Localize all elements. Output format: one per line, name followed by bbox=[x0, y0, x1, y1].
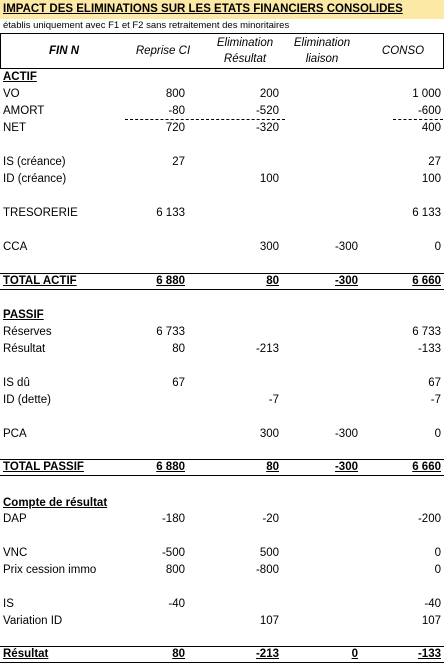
header-elim-liaison-1: Elimination bbox=[293, 36, 351, 49]
row-label: TRESORERIE bbox=[3, 207, 78, 219]
row-label: IS dû bbox=[3, 377, 30, 389]
row-label: Prix cession immo bbox=[3, 564, 97, 576]
cell-reprise-ci: 720 bbox=[165, 122, 185, 134]
cell-conso: 400 bbox=[421, 122, 441, 134]
cell-reprise-ci: 6 733 bbox=[156, 326, 185, 338]
table-row bbox=[0, 392, 444, 409]
row-label: NET bbox=[3, 122, 26, 134]
table-row bbox=[0, 205, 444, 222]
cell-elim-liaison: -300 bbox=[334, 461, 358, 473]
cell-conso: 6 660 bbox=[412, 275, 441, 287]
cell-conso: 0 bbox=[434, 428, 441, 440]
cell-reprise-ci: 800 bbox=[165, 564, 185, 576]
cell-elim-resultat: 80 bbox=[266, 461, 279, 473]
table-row bbox=[0, 341, 444, 358]
table-row bbox=[0, 596, 444, 613]
row-label: TOTAL ACTIF bbox=[3, 275, 77, 287]
cell-elim-resultat: 100 bbox=[259, 173, 279, 185]
row-label: PCA bbox=[3, 428, 27, 440]
cell-conso: 107 bbox=[421, 615, 441, 627]
cell-reprise-ci: 6 880 bbox=[156, 275, 185, 287]
row-label: Réserves bbox=[3, 326, 52, 338]
cell-elim-resultat: 80 bbox=[266, 275, 279, 287]
cell-conso: 6 660 bbox=[412, 461, 441, 473]
header-reprise-ci: Reprise CI bbox=[135, 44, 191, 57]
cell-elim-resultat: 200 bbox=[259, 88, 279, 100]
cell-elim-resultat: -520 bbox=[255, 105, 279, 117]
row-label: DAP bbox=[3, 513, 27, 525]
cell-conso: -600 bbox=[417, 105, 441, 117]
document-title: IMPACT DES ELIMINATIONS SUR LES ETATS FINANCIERS CONSOLIDES bbox=[0, 0, 444, 19]
row-label: Variation ID bbox=[3, 615, 63, 627]
actif-section-row bbox=[0, 69, 444, 86]
header-elim-liaison-2: liaison bbox=[305, 52, 339, 65]
cell-reprise-ci: 67 bbox=[172, 377, 185, 389]
header-fin-n: FIN N bbox=[48, 44, 80, 57]
cell-conso: -7 bbox=[430, 394, 441, 406]
table-row bbox=[0, 511, 444, 528]
cell-reprise-ci: 6 880 bbox=[156, 461, 185, 473]
cell-conso: -200 bbox=[417, 513, 441, 525]
table-row bbox=[0, 86, 444, 103]
resultat-total-row bbox=[0, 646, 444, 663]
row-label: TOTAL PASSIF bbox=[3, 461, 84, 473]
cell-elim-resultat: 300 bbox=[259, 241, 279, 253]
cell-reprise-ci: -40 bbox=[168, 598, 185, 610]
row-label: VO bbox=[3, 88, 20, 100]
cell-elim-resultat: -320 bbox=[255, 122, 279, 134]
total-passif-row bbox=[0, 459, 444, 476]
row-label: ID (créance) bbox=[3, 173, 67, 185]
cell-conso: 0 bbox=[434, 547, 441, 559]
cell-reprise-ci: -80 bbox=[168, 105, 185, 117]
cell-reprise-ci: 27 bbox=[172, 156, 185, 168]
cell-reprise-ci: -500 bbox=[161, 547, 185, 559]
header-conso: CONSO bbox=[381, 44, 425, 57]
cell-conso: 6 133 bbox=[412, 207, 441, 219]
header-col2-cell bbox=[200, 33, 290, 68]
table-row bbox=[0, 375, 444, 392]
header-col4-cell bbox=[366, 33, 440, 68]
cell-elim-resultat: 107 bbox=[259, 615, 279, 627]
cell-reprise-ci: 80 bbox=[172, 648, 185, 660]
cell-reprise-ci: 6 133 bbox=[156, 207, 185, 219]
cell-reprise-ci: 800 bbox=[165, 88, 185, 100]
cell-conso: -133 bbox=[417, 648, 441, 660]
cr-section-title: Compte de résultat bbox=[3, 497, 108, 509]
table-row bbox=[0, 613, 444, 630]
table-row bbox=[0, 154, 444, 171]
cell-conso: 6 733 bbox=[412, 326, 441, 338]
cell-conso: 27 bbox=[428, 156, 441, 168]
header-col3-cell bbox=[282, 33, 362, 68]
cell-elim-resultat: 300 bbox=[259, 428, 279, 440]
cell-elim-resultat: 500 bbox=[259, 547, 279, 559]
row-label: CCA bbox=[3, 241, 28, 253]
cell-elim-resultat: -213 bbox=[255, 648, 279, 660]
row-label: IS bbox=[3, 598, 14, 610]
cell-conso: 0 bbox=[434, 564, 441, 576]
row-label: ID (dette) bbox=[3, 394, 51, 406]
table-row bbox=[0, 426, 444, 443]
cell-conso: -133 bbox=[417, 343, 441, 355]
table-row bbox=[0, 324, 444, 341]
row-label: VNC bbox=[3, 547, 28, 559]
passif-section-title: PASSIF bbox=[3, 309, 44, 321]
passif-section-row bbox=[0, 307, 444, 324]
header-label-cell bbox=[0, 33, 128, 68]
cell-conso: 1 000 bbox=[412, 88, 441, 100]
cell-conso: 67 bbox=[428, 377, 441, 389]
header-elim-resultat-1: Elimination bbox=[216, 36, 274, 49]
table-row bbox=[0, 545, 444, 562]
cr-section-row bbox=[0, 495, 444, 512]
cell-elim-resultat: -7 bbox=[268, 394, 279, 406]
table-row bbox=[0, 562, 444, 579]
cell-conso: 100 bbox=[421, 173, 441, 185]
header-elim-resultat-2: Résultat bbox=[223, 52, 267, 65]
cell-elim-liaison: 0 bbox=[351, 648, 358, 660]
table-row bbox=[0, 239, 444, 256]
cell-elim-liaison: -300 bbox=[334, 275, 358, 287]
cell-elim-liaison: -300 bbox=[334, 428, 358, 440]
row-label: AMORT bbox=[3, 105, 45, 117]
row-label: Résultat bbox=[3, 343, 46, 355]
table-row bbox=[0, 103, 444, 120]
row-label: Résultat bbox=[3, 648, 49, 660]
cell-elim-resultat: -800 bbox=[255, 564, 279, 576]
cell-reprise-ci: -180 bbox=[161, 513, 185, 525]
actif-section-title: ACTIF bbox=[3, 71, 37, 83]
table-row bbox=[0, 120, 444, 137]
cell-conso: -40 bbox=[424, 598, 441, 610]
header-col1-cell bbox=[128, 33, 198, 68]
cell-conso: 0 bbox=[434, 241, 441, 253]
cell-reprise-ci: 80 bbox=[172, 343, 185, 355]
cell-elim-resultat: -213 bbox=[255, 343, 279, 355]
table-row bbox=[0, 171, 444, 188]
cell-elim-resultat: -20 bbox=[262, 513, 279, 525]
row-label: IS (créance) bbox=[3, 156, 66, 168]
total-actif-row bbox=[0, 273, 444, 290]
cell-elim-liaison: -300 bbox=[334, 241, 358, 253]
document-subtitle: établis uniquement avec F1 et F2 sans retraitement des minoritaires bbox=[3, 20, 290, 31]
